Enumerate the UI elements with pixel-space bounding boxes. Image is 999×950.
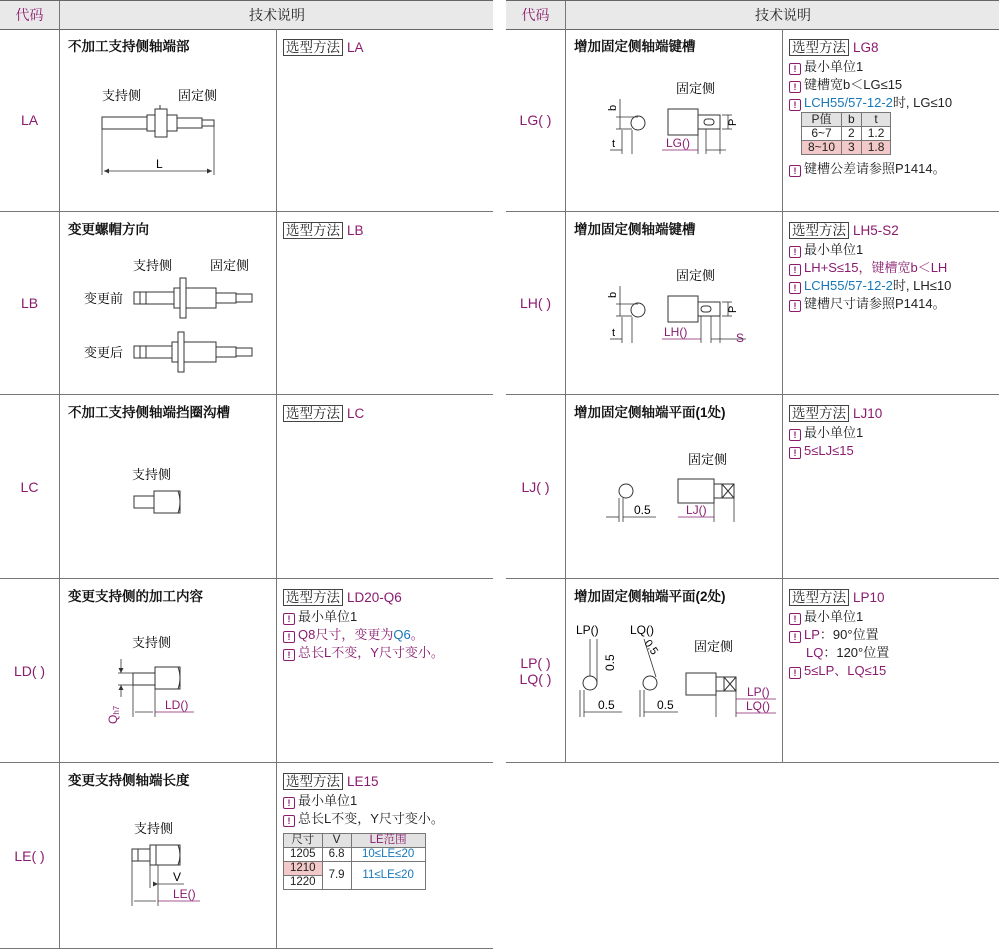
row-lc bbox=[0, 395, 493, 579]
keyway-figure bbox=[566, 29, 782, 211]
row-title: 变更螺帽方向 bbox=[68, 222, 149, 237]
notes-after-table bbox=[789, 160, 946, 178]
row-le bbox=[0, 763, 493, 949]
support-length-figure bbox=[60, 763, 276, 948]
figure-cell bbox=[566, 579, 782, 762]
code-cell: LC bbox=[20, 478, 39, 495]
row-title: 变更支持侧的加工内容 bbox=[68, 589, 203, 604]
keyway-table: P值 b t 6~7 2 1.2 8~10 3 1.8 bbox=[801, 112, 891, 155]
spec-cell bbox=[277, 29, 493, 211]
select-method: 选型方法 LJ10 bbox=[789, 402, 882, 422]
shaft-figure bbox=[60, 29, 276, 211]
notes bbox=[789, 608, 889, 680]
nut-direction-figure bbox=[60, 212, 276, 394]
svg-text:0.5: 0.5 bbox=[657, 698, 674, 712]
spec-cell bbox=[277, 763, 493, 948]
figure-cell bbox=[60, 29, 276, 211]
spec-cell bbox=[783, 212, 999, 394]
note-item: ! LH+S≤15，键槽宽b＜LH bbox=[789, 259, 951, 277]
row-lg bbox=[506, 29, 999, 212]
svg-text:b: b bbox=[607, 291, 619, 298]
svg-text:0.5: 0.5 bbox=[634, 503, 651, 517]
note-item: ! 最小单位1 bbox=[283, 792, 444, 810]
figure-cell bbox=[566, 29, 782, 211]
notes bbox=[789, 241, 951, 313]
retaining-groove-figure bbox=[60, 395, 276, 578]
note-item: LQ：120°位置 bbox=[806, 645, 890, 660]
note-item: ! 最小单位1 bbox=[789, 58, 952, 76]
select-method: 选型方法 LH5-S2 bbox=[789, 219, 899, 239]
svg-text:S: S bbox=[736, 331, 745, 345]
svg-text:Qh7: Qh7 bbox=[106, 705, 121, 724]
row-ld bbox=[0, 579, 493, 763]
svg-text:支持侧: 支持侧 bbox=[132, 635, 172, 650]
svg-text:t: t bbox=[612, 138, 616, 150]
select-method: 选型方法 LC bbox=[283, 402, 364, 422]
row-lj bbox=[506, 395, 999, 579]
row-title: 增加固定侧轴端平面(2处) bbox=[574, 589, 726, 604]
svg-text:P: P bbox=[727, 305, 739, 313]
svg-text:LP(): LP() bbox=[576, 623, 599, 637]
figure-cell bbox=[60, 395, 276, 578]
svg-text:固定侧: 固定侧 bbox=[694, 639, 734, 654]
le-range-table: 尺寸 V LE范围 1205 6.8 10≤LE≤20 1210 7.9 11≤LE≤20 1220 bbox=[283, 833, 426, 890]
row-la bbox=[0, 29, 493, 212]
svg-text:支持侧: 支持侧 bbox=[134, 821, 174, 836]
select-method: 选型方法 LP10 bbox=[789, 586, 885, 606]
figure-cell bbox=[566, 395, 782, 578]
right-table-header bbox=[506, 0, 999, 30]
spec-cell bbox=[277, 579, 493, 762]
notes bbox=[283, 608, 444, 662]
left-table-header bbox=[0, 0, 493, 30]
row-lh bbox=[506, 212, 999, 395]
header-code: 代码 bbox=[15, 7, 44, 23]
keyway-slot-figure bbox=[566, 212, 782, 394]
code-cell: LJ( ) bbox=[521, 478, 550, 495]
row-title: 增加固定侧轴端平面(1处) bbox=[574, 405, 726, 420]
svg-text:LQ(): LQ() bbox=[746, 699, 770, 713]
note-item: ! LP：90°位置 bbox=[789, 626, 889, 644]
svg-text:固定侧: 固定侧 bbox=[676, 81, 716, 96]
svg-text:固定侧: 固定侧 bbox=[210, 258, 250, 273]
row-lb bbox=[0, 212, 493, 395]
note-item: ! 最小单位1 bbox=[283, 608, 444, 626]
note-item: ! LCH55/57-12-2时, LH≤10 bbox=[789, 277, 951, 295]
note-item: ! 最小单位1 bbox=[789, 241, 951, 259]
figure-cell bbox=[60, 212, 276, 394]
note-item: ! 5≤LJ≤15 bbox=[789, 442, 863, 460]
svg-text:LP(): LP() bbox=[747, 685, 770, 699]
support-machining-figure bbox=[60, 579, 276, 762]
spec-cell bbox=[277, 395, 493, 578]
code-cell: LH( ) bbox=[519, 295, 552, 311]
notes bbox=[283, 792, 444, 828]
select-method: 选型方法 LA bbox=[283, 36, 364, 56]
spec-cell bbox=[783, 579, 999, 762]
select-method: 选型方法 LB bbox=[283, 219, 364, 239]
code-cell: LD( ) bbox=[13, 662, 46, 679]
svg-text:b: b bbox=[607, 104, 619, 111]
figure-cell bbox=[60, 579, 276, 762]
note-item: ! 5≤LP、LQ≤15 bbox=[789, 662, 889, 680]
figure-cell bbox=[566, 212, 782, 394]
row-title: 增加固定侧轴端键槽 bbox=[574, 222, 696, 237]
note-item: ! LCH55/57-12-2时, LG≤10 bbox=[789, 94, 952, 112]
svg-text:LJ(): LJ() bbox=[686, 503, 707, 517]
notes bbox=[789, 58, 952, 112]
svg-text:固定侧: 固定侧 bbox=[676, 268, 716, 283]
notes bbox=[789, 424, 863, 460]
select-method: 选型方法 LG8 bbox=[789, 36, 879, 56]
row-title: 不加工支持侧轴端挡圈沟槽 bbox=[68, 405, 230, 420]
svg-text:LH(): LH() bbox=[664, 325, 688, 339]
figure-cell bbox=[60, 763, 276, 948]
svg-text:LQ(): LQ() bbox=[630, 623, 654, 637]
row-title: 增加固定侧轴端键槽 bbox=[574, 39, 696, 54]
svg-text:变更后: 变更后 bbox=[84, 345, 124, 360]
svg-text:固定侧: 固定侧 bbox=[178, 88, 218, 103]
svg-text:0.5: 0.5 bbox=[603, 654, 617, 671]
flat-one-figure bbox=[566, 395, 782, 578]
svg-text:0.5: 0.5 bbox=[598, 698, 615, 712]
note-item: ! 总长L不变，Y尺寸变小。 bbox=[283, 644, 444, 662]
svg-text:LE(): LE() bbox=[173, 887, 196, 901]
spec-cell bbox=[783, 29, 999, 211]
svg-text:变更前: 变更前 bbox=[84, 291, 124, 306]
code-cell: LA bbox=[20, 112, 39, 128]
row-lp-lq bbox=[506, 579, 999, 763]
select-method: 选型方法 LD20-Q6 bbox=[283, 586, 402, 606]
svg-text:固定侧: 固定侧 bbox=[688, 452, 728, 467]
svg-text:0.5: 0.5 bbox=[641, 637, 661, 658]
note-item: ! 最小单位1 bbox=[789, 608, 889, 626]
svg-text:支持侧: 支持侧 bbox=[102, 88, 142, 103]
spec-cell bbox=[277, 212, 493, 394]
svg-text:LG(): LG() bbox=[666, 136, 690, 150]
select-method: 选型方法 LE15 bbox=[283, 770, 379, 790]
svg-text:L: L bbox=[156, 157, 163, 171]
note-item: ! 最小单位1 bbox=[789, 424, 863, 442]
svg-text:LD(): LD() bbox=[165, 698, 189, 712]
code-cell: LE( ) bbox=[14, 847, 45, 864]
note-item: ! 键槽尺寸请参照P1414。 bbox=[789, 295, 951, 313]
svg-text:V: V bbox=[173, 870, 182, 884]
note-item: ! 总长L不变，Y尺寸变小。 bbox=[283, 810, 444, 828]
spec-cell bbox=[783, 395, 999, 578]
header-desc: 技术说明 bbox=[565, 1, 999, 29]
svg-text:支持侧: 支持侧 bbox=[133, 258, 173, 273]
row-title: 不加工支持侧轴端部 bbox=[68, 39, 190, 54]
svg-text:t: t bbox=[612, 327, 616, 339]
code-cell: LG( ) bbox=[519, 112, 552, 128]
note-item: ! 键槽宽b＜LG≤15 bbox=[789, 76, 952, 94]
row-title: 变更支持侧轴端长度 bbox=[68, 773, 190, 788]
svg-text:P: P bbox=[727, 118, 739, 126]
svg-text:支持侧: 支持侧 bbox=[132, 467, 172, 482]
code-cell: LB bbox=[20, 295, 39, 311]
note-item: ! Q8尺寸，变更为Q6。 bbox=[283, 626, 444, 644]
code-cell: LP( ) LQ( ) bbox=[519, 654, 552, 687]
flat-two-figure bbox=[566, 579, 782, 762]
note-item: ! 键槽公差请参照P1414。 bbox=[789, 160, 946, 178]
header-desc: 技术说明 bbox=[59, 1, 494, 29]
header-code: 代码 bbox=[521, 7, 550, 23]
